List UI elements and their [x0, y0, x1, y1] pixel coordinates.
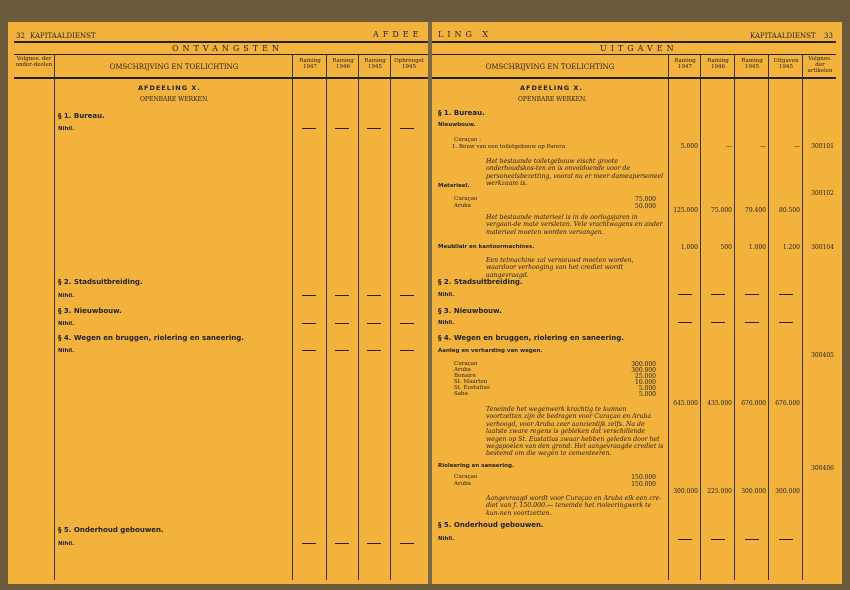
left-running-title: KAPITAALDIENST [30, 32, 96, 40]
dash [745, 322, 759, 323]
spread-title-left: AFDEE [373, 30, 423, 39]
dash [302, 128, 316, 129]
right-s4: § 4. Wegen en bruggen, riolering en saneering. [438, 334, 624, 342]
col-volgnr-right: Volgnos. der artikelen [807, 56, 833, 74]
right-s2: § 2. Stadsuitbreiding. [438, 278, 523, 286]
weg-row-0: Curaçao [454, 361, 478, 367]
dash [400, 323, 414, 324]
dash [335, 543, 349, 544]
weg-val-3: 10.000 [635, 379, 656, 386]
mat-1946: 75.000 [711, 207, 732, 214]
dash [678, 322, 692, 323]
col-raming-1947: Raming 1947 [299, 58, 321, 70]
right-page [432, 22, 842, 584]
column-rule [54, 54, 55, 580]
left-nihil-1: Nihil. [58, 126, 75, 132]
dash [367, 543, 381, 544]
weg-val-5: 5.000 [638, 391, 656, 398]
dash [711, 294, 725, 295]
weg-row-2: Bonaire [454, 373, 476, 379]
meub-1946: 500 [720, 244, 732, 251]
rule [14, 41, 428, 43]
art-300405: 300405 [811, 352, 834, 359]
bouw-1945: — [760, 143, 766, 150]
left-item-4: § 4. Wegen en bruggen, riolering en saneering. [58, 334, 244, 342]
weg-1947: 645.000 [673, 400, 698, 407]
dash [367, 323, 381, 324]
para-materieel: Het bestaande materieel is in de oorlogsjaren in vergaan-de mate versleten. Vele vrachtwagens en ander materieel moeten worden vervangen. [486, 214, 663, 236]
para-riolering: Aangevraagd wordt voor Curaçao en Aruba elk een cre-diet van ƒ. 150.000.— teneinde het rioleeringwerk te kun-nen voortzetten. [486, 495, 662, 517]
dash [302, 295, 316, 296]
riol-curacao-val: 150.000 [631, 474, 656, 481]
dash [779, 294, 793, 295]
left-page-number: 32 [16, 32, 25, 40]
dash [400, 543, 414, 544]
mat-aruba: Aruba [454, 203, 471, 209]
riol-1946: 225.000 [707, 488, 732, 495]
bouw-1947: 5.000 [680, 143, 698, 150]
rule [14, 77, 428, 79]
weg-row-3: St. Maarten [454, 379, 488, 385]
riol-aruba: Aruba [454, 481, 471, 487]
mat-uitgaven: 80.500 [779, 207, 800, 214]
left-nihil-3: Nihil. [58, 321, 75, 327]
right-afdeeling: AFDEELING X. [520, 84, 583, 92]
dash [302, 543, 316, 544]
riol-uitgaven: 300.000 [775, 488, 800, 495]
rule [432, 54, 836, 55]
mat-curacao: Curaçao [454, 196, 478, 202]
spread-title-right: LING X [438, 30, 493, 39]
column-rule [734, 54, 735, 580]
column-rule [358, 54, 359, 580]
riolering-label: Rioleering en saneering. [438, 463, 515, 469]
right-s3: § 3. Nieuwbouw. [438, 307, 502, 315]
left-item-5: § 5. Onderhoud gebouwen. [58, 526, 164, 534]
left-openbare: OPENBARE WERKEN. [140, 96, 209, 103]
col-uitgaven-1945: Uitgaven 1945 [773, 58, 799, 70]
art-300104: 300104 [811, 244, 834, 251]
col-raming-1945-right: Raming 1945 [741, 58, 763, 70]
aanleg-label: Aanleg en verharding van wegen. [438, 348, 543, 354]
meubilair-label: Meubilair en kantoormachines. [438, 244, 535, 250]
col-volgnr: Volgnos. der onder-deelen [15, 56, 53, 68]
weg-1946: 435.000 [707, 400, 732, 407]
column-rule [700, 54, 701, 580]
right-nihil-3: Nihil. [438, 320, 455, 326]
art-300406: 300406 [811, 465, 834, 472]
riol-1947: 300.000 [673, 488, 698, 495]
col-raming-1945: Raming 1945 [364, 58, 386, 70]
left-item-2: § 2. Stadsuitbreiding. [58, 278, 143, 286]
dash [335, 323, 349, 324]
weg-row-5: Saba [454, 391, 468, 397]
rule [14, 54, 428, 55]
meub-1945: 1.000 [748, 244, 766, 251]
bouw-1946: — [726, 143, 732, 150]
dash [335, 128, 349, 129]
dash [367, 128, 381, 129]
left-item-1: § 1. Bureau. [58, 112, 105, 120]
dash [335, 295, 349, 296]
left-nihil-2: Nihil. [58, 293, 75, 299]
dash [779, 322, 793, 323]
dash [711, 322, 725, 323]
curacao-label: Curaçao : [454, 137, 481, 143]
column-rule [326, 54, 327, 580]
rule [432, 77, 836, 79]
right-section-title: UITGAVEN [600, 44, 678, 53]
riol-curacao: Curaçao [454, 474, 478, 480]
left-nihil-4: Nihil. [58, 348, 75, 354]
dash [678, 539, 692, 540]
ledger-spread [8, 22, 842, 584]
weg-val-0: 300.000 [631, 361, 656, 368]
dash [367, 295, 381, 296]
meub-uitgaven: 1.200 [782, 244, 800, 251]
dash [302, 323, 316, 324]
dash [745, 539, 759, 540]
weg-val-2: 25.000 [635, 373, 656, 380]
left-page [8, 22, 428, 584]
weg-uitgaven: 676.000 [775, 400, 800, 407]
bouw-uitgaven: — [794, 143, 800, 150]
para-meubilair: Een telmachine zal vernieuwd moeten worden, waardoor verhooging van het crediet wordt aangevraagd. [486, 257, 634, 279]
right-nihil-5: Nihil. [438, 536, 455, 542]
weg-val-4: 5.000 [638, 385, 656, 392]
weg-val-1: 300.000 [631, 367, 656, 374]
dash [678, 294, 692, 295]
dash [779, 539, 793, 540]
right-page-number: 33 [824, 32, 833, 40]
mat-1945: 79.400 [745, 207, 766, 214]
riol-1945: 300.000 [741, 488, 766, 495]
right-nihil-2: Nihil. [438, 292, 455, 298]
mat-curacao-val: 75.000 [635, 196, 656, 203]
col-omschrijving-right: OMSCHRIJVING EN TOELICHTING [485, 63, 615, 71]
left-section-title: ONTVANGSTEN [172, 44, 283, 53]
nieuwbouw-label: Nieuwbouw. [438, 122, 476, 128]
column-rule [390, 54, 391, 580]
col-opbrengst-1945: Opbrengst 1945 [394, 58, 424, 70]
right-openbare: OPENBARE WERKEN. [518, 96, 587, 103]
left-afdeeling: AFDEELING X. [138, 84, 201, 92]
left-item-3: § 3. Nieuwbouw. [58, 307, 122, 315]
right-s1: § 1. Bureau. [438, 109, 485, 117]
weg-row-4: St. Eustatius [454, 385, 490, 391]
art-300102: 300102 [811, 190, 834, 197]
para-toiletgebouw: Het bestaande toiletgebouw eischt groote onderhoudskos-ten en is onvoldoende voor de personeelsbezetting, vooral nu er meer dameapersoneel werkzaam is. [486, 158, 664, 188]
left-nihil-5: Nihil. [58, 541, 75, 547]
meub-1947: 1.000 [680, 244, 698, 251]
dash [400, 350, 414, 351]
col-raming-1947-right: Raming 1947 [674, 58, 696, 70]
weg-1945: 676.000 [741, 400, 766, 407]
dash [367, 350, 381, 351]
column-rule [668, 54, 669, 580]
dash [302, 350, 316, 351]
column-rule [802, 54, 803, 580]
col-omschrijving: OMSCHRIJVING EN TOELICHTING [109, 63, 239, 71]
dash [745, 294, 759, 295]
right-running-title: KAPITAALDIENST [750, 32, 816, 40]
weg-row-1: Aruba [454, 367, 471, 373]
column-rule [768, 54, 769, 580]
col-raming-1946-right: Raming 1946 [707, 58, 729, 70]
dash [400, 295, 414, 296]
dash [711, 539, 725, 540]
col-raming-1946: Raming 1946 [332, 58, 354, 70]
rule [432, 41, 836, 43]
para-wegen: Teneinde het wegenwerk krachtig te kunnen voortzetten zijn de bedragen voor Curaçao en Aruba verhoogd, voor Aruba zeer aanzienlijk zelfs. Na de laatste zware regens is gebleken dat verschillende wegen op St. Eustatius zwaar hebben geleden door het wegspoelen van den grond. Het aangevraagde crediet is bestemd om die wegen te cementeeren. [486, 406, 664, 458]
mat-aruba-val: 50.000 [635, 203, 656, 210]
riol-aruba-val: 150.000 [631, 481, 656, 488]
art-300101: 300101 [811, 143, 834, 150]
right-s5: § 5. Onderhoud gebouwen. [438, 521, 544, 529]
column-rule [292, 54, 293, 580]
bouw-line: 1. Bouw van een toiletgebouw op Parera [452, 144, 566, 150]
dash [400, 128, 414, 129]
dash [335, 350, 349, 351]
materieel-label: Materieel. [438, 183, 470, 189]
mat-1947: 125.000 [673, 207, 698, 214]
